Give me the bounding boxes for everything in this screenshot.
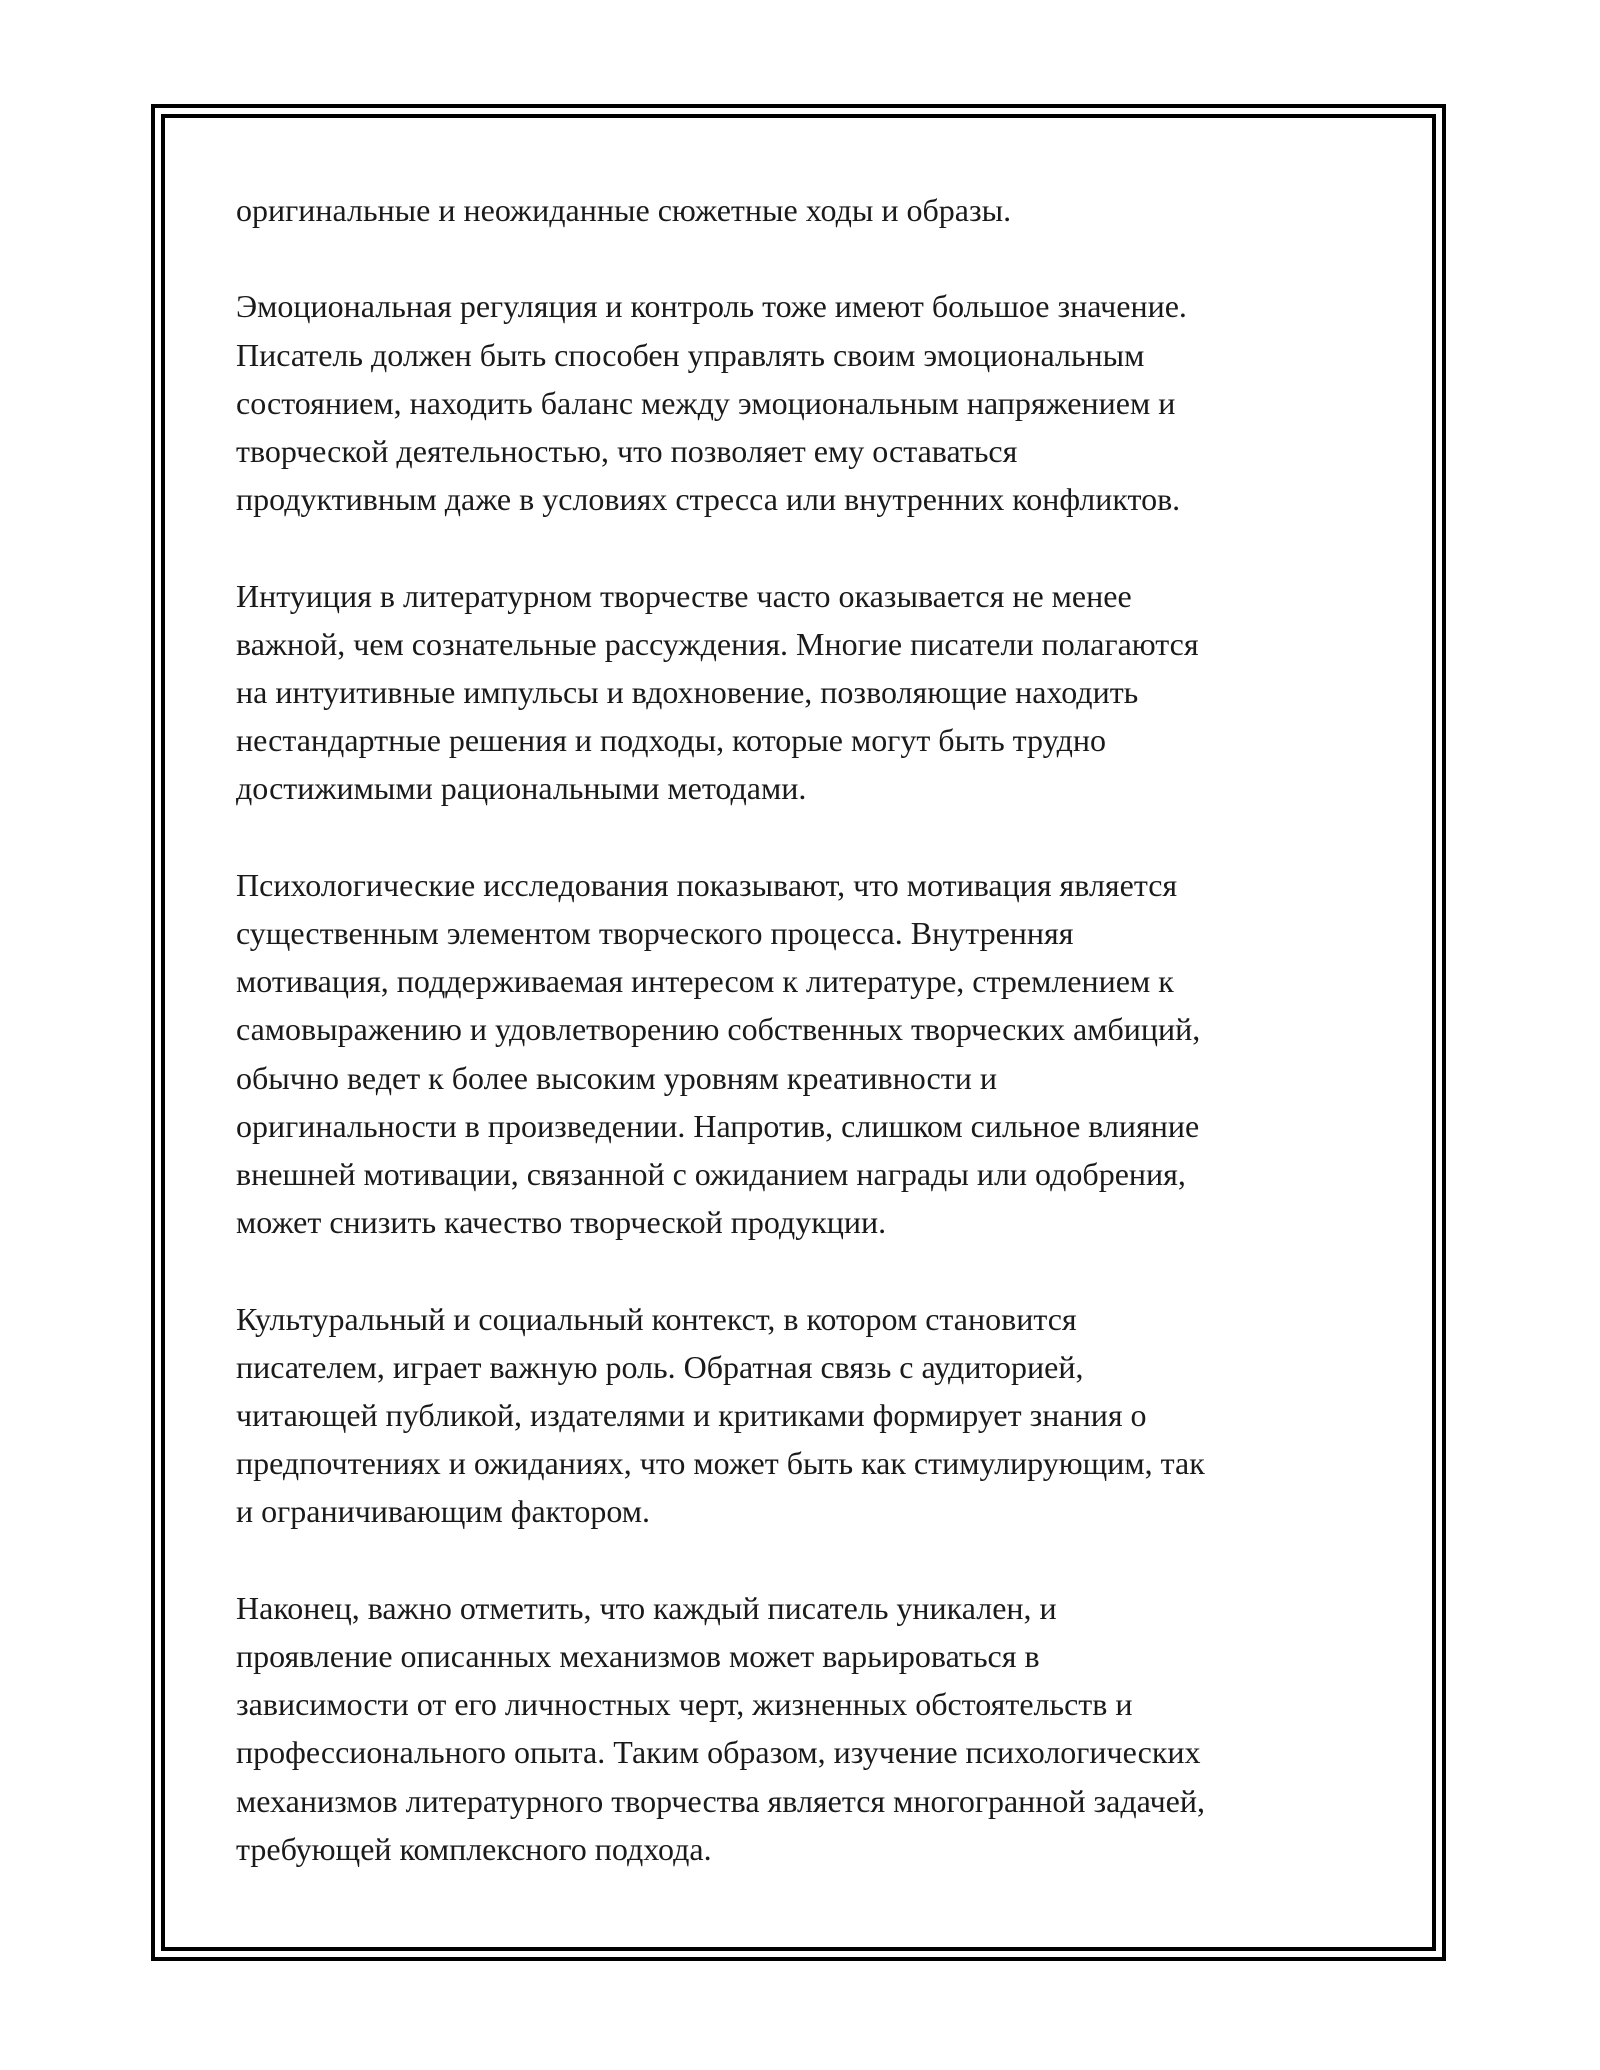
text-line: Наконец, важно отметить, что каждый писатель уникален, и — [236, 1589, 1057, 1626]
text-line: мотивация, поддерживаемая интересом к литературе, стремлением к — [236, 963, 1174, 1000]
text-line: Психологические исследования показывают, что мотивация является — [236, 866, 1178, 903]
text-line: нестандартные решения и подходы, которые могут быть трудно — [236, 722, 1106, 759]
text-line: может снизить качество творческой продукции. — [236, 1204, 887, 1241]
text-line: Культуральный и социальный контекст, в котором становится — [236, 1300, 1077, 1337]
text-line: Интуиция в литературном творчестве часто оказывается не менее — [236, 577, 1132, 614]
paragraph — [236, 282, 1366, 523]
text-line: требующей комплексного подхода. — [236, 1830, 712, 1867]
text-line: творческой деятельностью, что позволяет ему оставаться — [236, 433, 1018, 469]
text-line: обычно ведет к более высоким уровням креативности и — [236, 1059, 997, 1096]
text-line: предпочтениях и ожиданиях, что может быть как стимулирующим, так — [236, 1445, 1205, 1482]
text-line: читающей публикой, издателями и критиками формирует знания о — [236, 1397, 1147, 1434]
text-line: оригинальные и неожиданные сюжетные ходы и образы. — [236, 192, 1012, 228]
text-line: продуктивным даже в условиях стресса или внутренних конфликтов. — [236, 481, 1181, 518]
paragraph — [236, 1584, 1366, 1873]
text-line: Эмоциональная регуляция и контроль тоже имеют большое значение. — [236, 288, 1187, 325]
text-line: зависимости от его личностных черт, жизненных обстоятельств и — [236, 1686, 1133, 1723]
text-line: существенным элементом творческого процесса. Внутренняя — [236, 915, 1074, 951]
text-line: Писатель должен быть способен управлять своим эмоциональным — [236, 336, 1145, 373]
text-line: профессионального опыта. Таким образом, изучение психологических — [236, 1734, 1201, 1771]
text-line: внешней мотивации, связанной с ожиданием награды или одобрения, — [236, 1156, 1186, 1193]
document-body — [236, 186, 1366, 1873]
text-line: проявление описанных механизмов может варьироваться в — [236, 1638, 1040, 1675]
text-line: оригинальности в произведении. Напротив, слишком сильное влияние — [236, 1107, 1200, 1144]
paragraph — [236, 1295, 1366, 1536]
text-line: достижимыми рациональными методами. — [236, 770, 807, 807]
text-line: на интуитивные импульсы и вдохновение, позволяющие находить — [236, 674, 1139, 710]
text-line: самовыражению и удовлетворению собственных творческих амбиций, — [236, 1011, 1201, 1048]
text-line: механизмов литературного творчества является многогранной задачей, — [236, 1782, 1205, 1819]
text-line: и ограничивающим фактором. — [236, 1493, 650, 1530]
text-line: писателем, играет важную роль. Обратная связь с аудиторией, — [236, 1348, 1084, 1385]
text-line: важной, чем сознательные рассуждения. Многие писатели полагаются — [236, 625, 1199, 662]
paragraph — [236, 572, 1366, 813]
text-line: состоянием, находить баланс между эмоциональным напряжением и — [236, 384, 1176, 421]
paragraph — [236, 186, 1366, 234]
paragraph — [236, 861, 1366, 1247]
